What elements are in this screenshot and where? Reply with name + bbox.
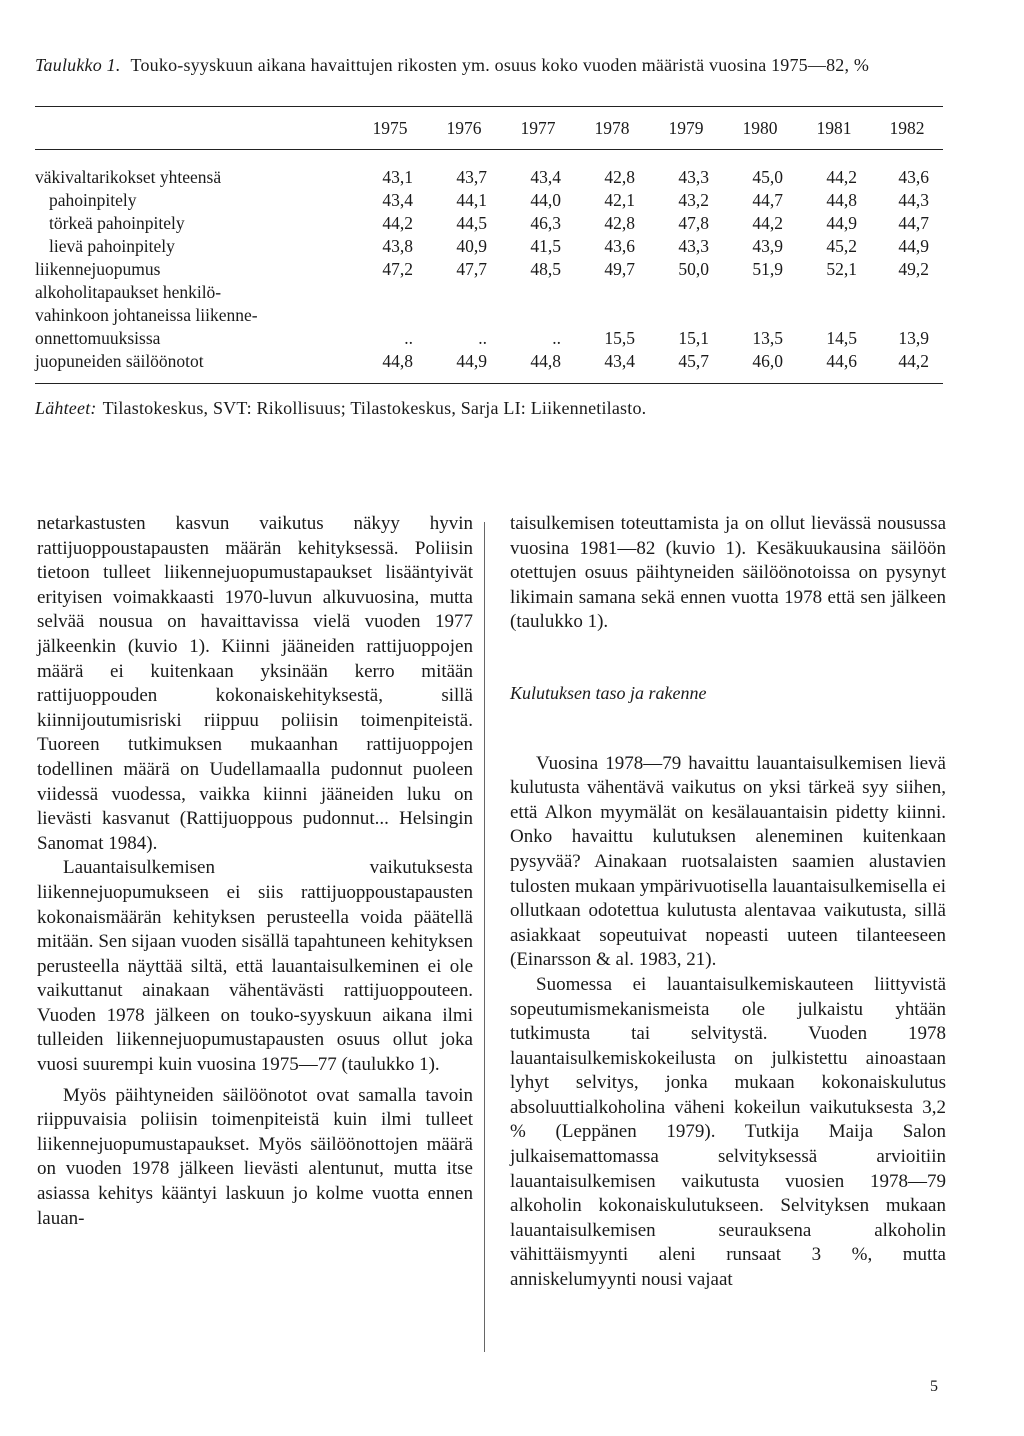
cell-value: 43,4 [604,351,635,371]
cell-value: 40,9 [456,236,487,256]
row-label: juopuneiden säilöönotot [35,351,204,371]
cell-value: 44,2 [826,167,857,187]
cell-value: 13,9 [898,328,929,348]
cell-value: 41,5 [530,236,561,256]
cell-value: 44,2 [752,213,783,233]
cell-value: 44,2 [382,213,413,233]
paragraph: Vuosina 1978—79 havaittu lauantaisulkemisen lievä kulutusta vähentävä vaikutus on yksi tärkeä syy siihen, että Alkon myymälät on kesälauantaisin pidetty kiinni. Onko havaittu kulutuksen aleneminen kuitenkaan pysyvää? Ainakaan ruotsalaisten saamien alustavien tulosten mukaan ympärivuotisella lauantaisulkemisella ei ollutkaan odotettua kulutusta alentavaa vaikutusta, sillä asiakkaat sopeutuivat nopeasti uuteen tilanteeseen (Einarsson & al. 1983, 21). [510,752,946,971]
cell-value: 43,6 [898,167,929,187]
row-label: lievä pahoinpitely [49,236,175,256]
cell-value: 14,5 [826,328,857,348]
row-label-line: onnettomuuksissa [35,328,161,348]
cell-value: 47,7 [456,259,487,279]
cell-value: 44,1 [456,190,487,210]
cell-value: 49,7 [604,259,635,279]
paragraph: Suomessa ei lauantaisulkemiskauteen liittyvistä sopeutumismekanismeista ole julkaistu yhtään tutkimusta tai selvitystä. Vuoden 1978 lauantaisulkemiskokeilusta on julkistettu ainoastaan lyhyt selvitys, jonka mukaan kokonaiskulutus absoluuttialkoholina väheni kokeilun vaikutuksesta 3,2 % (Leppänen 1979). Tutkija Maija Salon julkaisemattomassa selvityksessä arvioitiin lauantaisulkemisen vaikutusta vuosien 1978—79 alkoholin kokonaiskulutukseen. Selvityksen mukaan lauantaisulkemisen seurauksena alkoholin vähittäismyynti aleni runsaat 3 %, mutta anniskelumyynti nousi vajaat [510,973,946,1291]
caption-label: Taulukko 1. [35,55,121,75]
cell-value: 13,5 [752,328,783,348]
column-divider [484,522,485,1352]
cell-value: 15,5 [604,328,635,348]
row-label [35,281,353,350]
cell-value: 44,7 [752,190,783,210]
year-header: 1975 [372,117,408,138]
cell-value: 43,6 [604,236,635,256]
cell-value: 15,1 [678,328,709,348]
row-label-line: alkoholitapaukset henkilö- [35,282,222,302]
row-label: pahoinpitely [49,190,137,210]
cell-value: 45,7 [678,351,709,371]
table-row [35,212,943,235]
year-header: 1980 [742,117,778,138]
cell-value: 52,1 [826,259,857,279]
cell-value: 43,3 [678,167,709,187]
cell-value: 44,6 [826,351,857,371]
cell-value: 47,8 [678,213,709,233]
cell-value: 43,3 [678,236,709,256]
page-number: 5 [930,1378,938,1395]
table-row [35,258,943,281]
cell-value: 50,0 [678,259,709,279]
caption-text: Touko-syyskuun aikana havaittujen rikosten ym. osuus koko vuoden määristä vuosina 1975—82, % [130,55,870,75]
cell-value: 45,2 [826,236,857,256]
table-row [35,281,943,350]
cell-value: 49,2 [898,259,929,279]
header-empty [35,107,353,150]
table-row [35,189,943,212]
cell-value: 44,0 [530,190,561,210]
row-label-line: vahinkoon johtaneissa liikenne- [35,305,258,325]
table-row [35,150,943,190]
cell-value: 44,2 [898,351,929,371]
table-row [35,235,943,258]
year-header: 1982 [889,117,925,138]
table-source [35,398,646,419]
cell-value: 48,5 [530,259,561,279]
cell-value: 44,9 [456,351,487,371]
year-header: 1976 [446,117,482,138]
cell-value: 43,1 [382,167,413,187]
paragraph: netarkastusten kasvun vaikutus näkyy hyvin rattijuoppoustapausten määrän kehityksessä. Poliisin tietoon tulleet liikennejuopumustapaukset lisääntyivät erityisen voimakkaasti 1970-luvun alkuvuosina, mutta selvää nousua on havaittavissa vielä vuoden 1977 jälkeenkin (kuvio 1). Kiinni jääneiden rattijuoppojen määrä ei kuitenkaan yksinään kerro mitään rattijuoppouden kokonaiskehityksestä, sillä kiinnijoutumisriski riippuu poliisin toimenpiteistä. Tuoreen tutkimuksen mukaanhan rattijuoppojen todellinen määrä on Uudellamaalla pudonnut puoleen viidessä vuodessa, vaikka kiinni jääneiden luku on lievästi kasvanut (Rattijuoppous pudonnut... Helsingin Sanomat 1984). [37,513,473,854]
cell-value: .. [404,328,413,348]
cell-value: 43,8 [382,236,413,256]
table-caption [35,52,955,78]
year-header: 1977 [520,117,556,138]
crime-share-table [35,106,943,384]
cell-value: 47,2 [382,259,413,279]
paragraph: Myös päihtyneiden säilöönotot ovat samalla tavoin riippuvaisia poliisin toimenpiteistä kuin ilmi tulleet liikennejuopumustapaukset. Myös säilöönottojen määrä on vuoden 1978 jälkeen lievästi alentunut, mutta itse asiassa kehitys kääntyi laskuun jo kolme vuotta ennen lauan- [37,1084,473,1229]
cell-value: 46,3 [530,213,561,233]
cell-value: .. [478,328,487,348]
cell-value: 43,2 [678,190,709,210]
cell-value: 42,8 [604,213,635,233]
row-label: liikennejuopumus [35,259,161,279]
cell-value: 45,0 [752,167,783,187]
cell-value: 44,7 [898,213,929,233]
left-column [37,512,473,1231]
cell-value: 44,3 [898,190,929,210]
paragraph: Lauantaisulkemisen vaikutuksesta liikennejuopumukseen ei siis rattijuoppoustapausten kokonaismäärän kehityksen perusteella voida päätellä mitään. Sen sijaan vuoden sisällä tapahtuneen kehityksen perusteella näyttää siltä, että lauantaisulkeminen ei ole vaikuttanut ainakaan vähentävästi rattijuoppouteen. Vuoden 1978 jälkeen on touko-syyskuun aikana ilmi tulleiden liikennejuopumustapausten osuus ollut joka vuosi suurempi kuin vuosina 1975—77 (taulukko 1). [37,857,473,1076]
source-text: Tilastokeskus, SVT: Rikollisuus; Tilastokeskus, Sarja LI: Liikennetilasto. [102,398,647,418]
cell-value: 44,8 [530,351,561,371]
cell-value: 51,9 [752,259,783,279]
cell-value: 43,4 [382,190,413,210]
cell-value: .. [552,328,561,348]
cell-value: 43,9 [752,236,783,256]
table-header-row [35,107,943,150]
year-header: 1978 [594,117,630,138]
cell-value: 46,0 [752,351,783,371]
cell-value: 43,4 [530,167,561,187]
section-heading: Kulutuksen taso ja rakenne [510,682,707,703]
source-label: Lähteet: [35,398,97,418]
row-label: väkivaltarikokset yhteensä [35,167,222,187]
right-column [510,512,946,1293]
row-label: törkeä pahoinpitely [49,213,185,233]
year-header: 1979 [668,117,704,138]
cell-value: 44,9 [898,236,929,256]
cell-value: 42,8 [604,167,635,187]
cell-value: 43,7 [456,167,487,187]
cell-value: 44,8 [382,351,413,371]
cell-value: 44,8 [826,190,857,210]
year-header: 1981 [816,117,852,138]
cell-value: 42,1 [604,190,635,210]
paragraph: taisulkemisen toteuttamista ja on ollut lievässä nousussa vuosina 1981—82 (kuvio 1). Kesäkuukausina säilöön otettujen osuus päihtyneiden säilöönotoissa on pysynyt likimain samana sekä ennen vuotta 1978 että sen jälkeen (taulukko 1). [510,513,946,633]
table-row [35,350,943,384]
cell-value: 44,9 [826,213,857,233]
cell-value: 44,5 [456,213,487,233]
